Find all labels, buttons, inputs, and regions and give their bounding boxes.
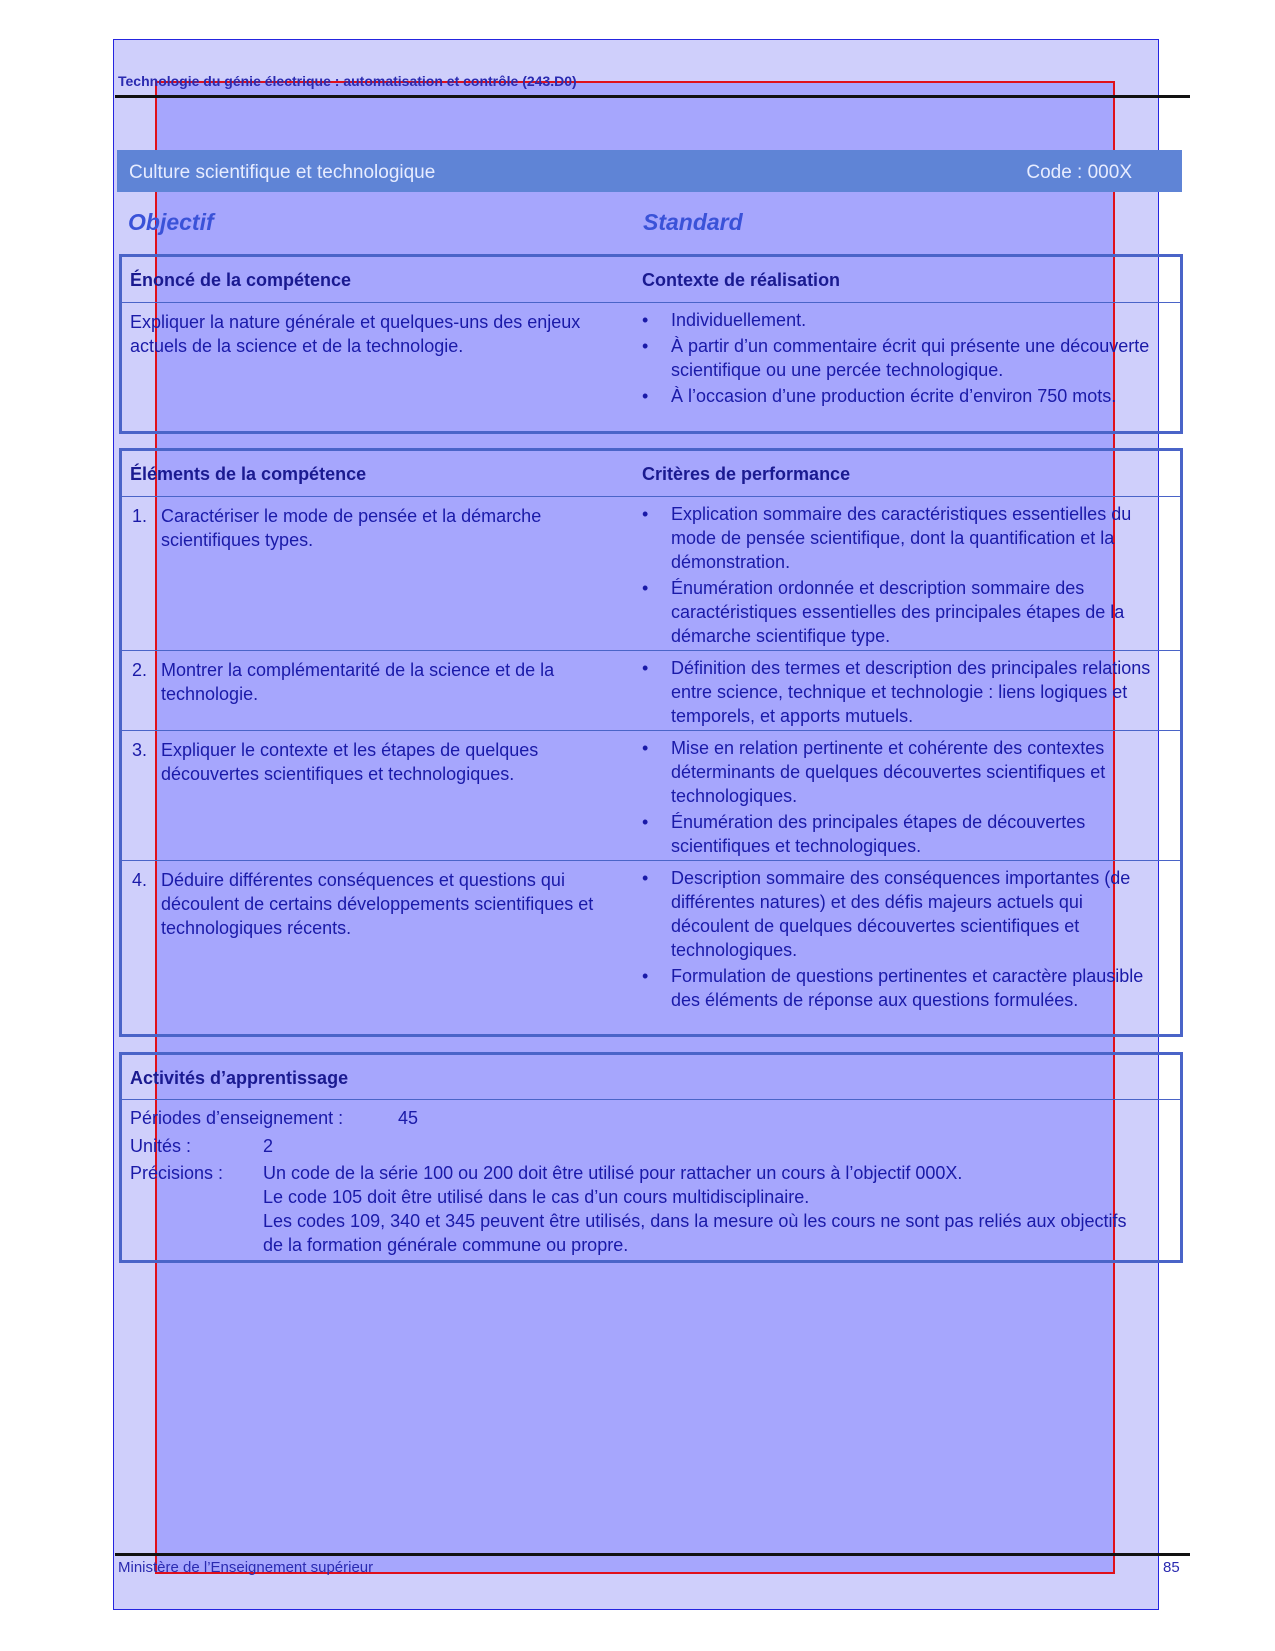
contexte-list bbox=[642, 308, 1162, 410]
element-text: Caractériser le mode de pensée et la démarche scientifiques types. bbox=[161, 506, 542, 550]
criterion: • Explication sommaire des caractéristiques essentielles du mode de pensée scientifique, dont la quantification et la démonstration. bbox=[642, 502, 1162, 574]
footer-ministry: Ministère de l’Enseignement supérieur bbox=[118, 1559, 374, 1576]
footer-rule bbox=[115, 1553, 1190, 1556]
enonce-box bbox=[119, 254, 1183, 434]
criteria-list-4 bbox=[642, 866, 1162, 1014]
divider bbox=[122, 302, 1180, 303]
element-text: Expliquer le contexte et les étapes de quelques découvertes scientifiques et technologiques. bbox=[161, 740, 539, 784]
title-banner bbox=[117, 150, 1182, 192]
enonce-heading: Énoncé de la compétence bbox=[130, 270, 352, 290]
competency-title: Culture scientifique et technologique bbox=[129, 162, 436, 183]
divider bbox=[122, 1099, 1180, 1100]
criterion: • Définition des termes et description des principales relations entre science, technique et technologie : liens logiques et temporels, et apports mutuels. bbox=[642, 656, 1162, 728]
unites-value: 2 bbox=[263, 1136, 274, 1156]
objectif-heading: Objectif bbox=[128, 209, 214, 235]
divider bbox=[122, 860, 1180, 861]
criterion: • Mise en relation pertinente et cohérente des contextes déterminants de quelques découvertes scientifiques et technologiques. bbox=[642, 736, 1162, 808]
criterion: • Énumération ordonnée et description sommaire des caractéristiques essentielles des principales étapes de la démarche scientifique type. bbox=[642, 576, 1162, 648]
divider bbox=[122, 496, 1180, 497]
criteria-list-3 bbox=[642, 736, 1162, 860]
precision-line: Les codes 109, 340 et 345 peuvent être utilisés, dans la mesure où les cours ne sont pas reliés aux objectifs de la formation générale commune ou propre. bbox=[263, 1211, 1127, 1255]
criteria-list-1 bbox=[642, 502, 1162, 650]
element-number: 1. bbox=[132, 506, 148, 526]
periodes-value: 45 bbox=[398, 1108, 419, 1128]
divider bbox=[122, 650, 1180, 651]
periodes-label: Périodes d’enseignement : bbox=[130, 1108, 344, 1128]
element-text: Déduire différentes conséquences et questions qui découlent de certains développements scientifiques et technologiques récents. bbox=[161, 870, 594, 938]
precision-line: Le code 105 doit être utilisé dans le cas d’un cours multidisciplinaire. bbox=[263, 1187, 810, 1207]
criterion: • Énumération des principales étapes de découvertes scientifiques et technologiques. bbox=[642, 810, 1162, 858]
criteria-heading: Critères de performance bbox=[642, 464, 851, 484]
standard-heading: Standard bbox=[643, 209, 743, 235]
element-number: 3. bbox=[132, 740, 148, 760]
activites-box bbox=[119, 1052, 1183, 1263]
running-header: Technologie du génie électrique : automatisation et contrôle (243.D0) bbox=[118, 73, 577, 89]
criterion: • Formulation de questions pertinentes et caractère plausible des éléments de réponse aux questions formulées. bbox=[642, 964, 1162, 1012]
page-number: 85 bbox=[1163, 1559, 1180, 1576]
precision-line: Un code de la série 100 ou 200 doit être utilisé pour rattacher un cours à l’objectif 000X. bbox=[263, 1163, 963, 1183]
elements-heading: Éléments de la compétence bbox=[130, 464, 367, 484]
element-text: Montrer la complémentarité de la science et de la technologie. bbox=[161, 660, 555, 704]
criteria-list-2 bbox=[642, 656, 1162, 730]
precisions-text bbox=[263, 1161, 1143, 1257]
divider bbox=[122, 730, 1180, 731]
contexte-item: • À partir d’un commentaire écrit qui présente une découverte scientifique ou une percée technologique. bbox=[642, 334, 1162, 382]
element-number: 4. bbox=[132, 870, 148, 890]
contexte-item: • Individuellement. bbox=[642, 308, 1162, 332]
unites-label: Unités : bbox=[130, 1136, 192, 1156]
competency-code: Code : 000X bbox=[1026, 162, 1132, 183]
enonce-text: Expliquer la nature générale et quelques-uns des enjeux actuels de la science et de la technologie. bbox=[130, 312, 581, 356]
contexte-heading: Contexte de réalisation bbox=[642, 270, 841, 290]
contexte-item: • À l’occasion d’une production écrite d’environ 750 mots. bbox=[642, 384, 1162, 408]
elements-box bbox=[119, 448, 1183, 1037]
element-number: 2. bbox=[132, 660, 148, 680]
element-row-1 bbox=[122, 504, 632, 634]
activites-heading: Activités d’apprentissage bbox=[130, 1068, 349, 1088]
precisions-label: Précisions : bbox=[130, 1163, 224, 1183]
criterion: • Description sommaire des conséquences importantes (de différentes natures) et des défis majeurs actuels qui découlent de quelques découvertes scientifiques et technologiques. bbox=[642, 866, 1162, 962]
header-rule bbox=[115, 95, 1190, 98]
